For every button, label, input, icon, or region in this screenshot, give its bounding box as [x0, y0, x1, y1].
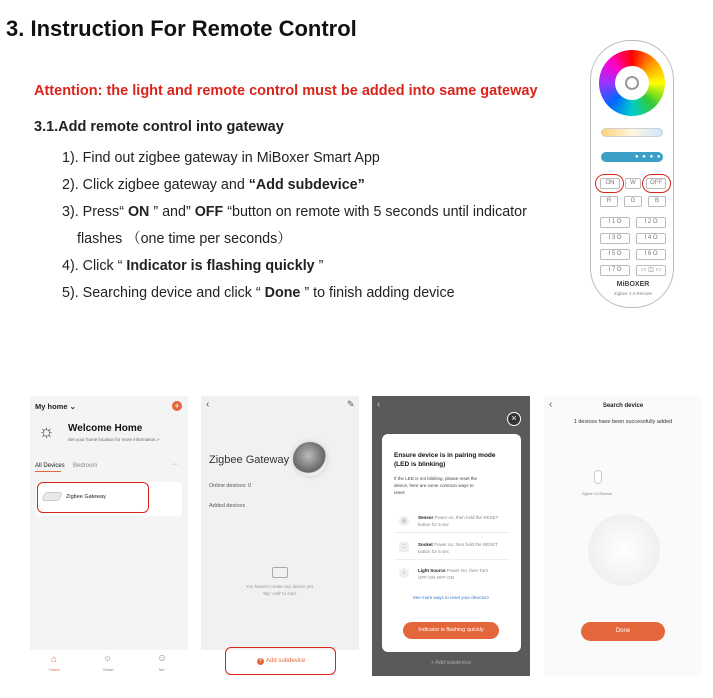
edit-icon[interactable]: ✎ — [347, 399, 355, 409]
success-message: 1 devices have been successfully added — [573, 419, 673, 425]
brand-logo: MiBOXER — [616, 281, 650, 288]
remote-r-button: R — [600, 196, 618, 207]
back-icon[interactable]: ‹ — [206, 399, 210, 410]
empty-text-2: Tap 'Add' to start. — [262, 591, 298, 596]
sensor-info-2: button for 5 sec — [418, 522, 450, 527]
app-screen-gateway — [201, 396, 359, 676]
remote-zone-2: I 2 O — [636, 217, 666, 228]
remote-zone-7: I 7 O — [600, 265, 630, 276]
welcome-subtitle[interactable]: Set your home location for more information > — [68, 437, 160, 442]
back-icon: ‹ — [377, 399, 381, 410]
nav-smart-label: Smart — [103, 667, 114, 672]
add-icon[interactable]: + — [172, 401, 182, 411]
attention-note: Attention: the light and remote control must be added into same gateway — [34, 83, 538, 99]
step-1: 1). Find out zigbee gateway in MiBoxer Smart App — [62, 150, 380, 166]
sun-icon: ☼ — [38, 421, 55, 441]
dialog-heading-1: Ensure device is in pairing mode — [394, 452, 496, 459]
remote-zone-6: I 6 O — [636, 249, 666, 260]
add-subdevice-button[interactable]: Add subdevice — [266, 658, 306, 664]
remote-on-button: ON — [600, 178, 620, 189]
more-icon[interactable]: ··· — [172, 461, 179, 468]
socket-icon: ⁚⁚ — [399, 542, 409, 552]
tab-underline — [35, 471, 61, 472]
sensor-info: Sensor Power on, then hold the RESET — [418, 515, 499, 520]
empty-box-icon — [272, 567, 288, 578]
remote-mode-button: ▭ ◫ ▭ — [636, 265, 666, 276]
dimming-bar: ● ● ● ● ✻ — [601, 152, 663, 162]
device-name: Zigbee Gateway — [66, 494, 107, 500]
dialog-intro-3: reset: — [394, 490, 406, 495]
nav-home-label: Home — [49, 667, 60, 672]
remote-w-button: W — [625, 178, 641, 189]
socket-info: Socket Power on, then hold the RESET — [418, 542, 498, 547]
step-2-highlight: “Add subdevice” — [248, 177, 365, 193]
remote-zone-3: I 3 O — [600, 233, 630, 244]
search-title: Search device — [602, 403, 644, 409]
smart-icon[interactable]: ☼ — [103, 653, 113, 664]
divider — [394, 532, 509, 533]
close-icon[interactable]: × — [507, 412, 521, 426]
nav-me-label: Me — [159, 667, 165, 672]
on-highlight-circle — [595, 174, 624, 193]
socket-info-2: button for 5 sec — [418, 549, 450, 554]
off-highlight-circle — [642, 174, 671, 193]
home-selector[interactable]: My home ⌄ — [35, 402, 76, 411]
wheel-center-icon — [625, 76, 639, 90]
remote-control-illustration — [590, 40, 674, 308]
dialog-intro-1: If the LED is not blinking, please reset the — [394, 476, 478, 481]
sensor-icon: ◎ — [399, 516, 409, 526]
remote-b-button: B — [648, 196, 666, 207]
app-screen-search-device — [544, 396, 702, 676]
remote-zone-5: I 5 O — [600, 249, 630, 260]
gateway-title: Zigbee Gateway — [209, 454, 290, 466]
tab-bedroom[interactable]: Bedroom — [73, 463, 98, 469]
dialog-intro-2: device, here are some common ways to — [394, 483, 474, 488]
highlight-box — [225, 647, 336, 675]
remote-zone-4: I 4 O — [636, 233, 666, 244]
step-5: 5). Searching device and click “ Done ” to finish adding device — [62, 285, 455, 301]
step-3: 3). Press“ ON ” and” OFF “button on remote with 5 seconds until indicator — [62, 204, 527, 220]
color-wheel — [599, 50, 665, 116]
added-devices: Added devices — [209, 503, 246, 509]
tab-all-devices[interactable]: All Devices — [35, 463, 65, 469]
light-info-2: OFF-ON-OFF-ON — [418, 575, 454, 580]
indicator-flashing-button[interactable]: Indicator is flashing quickly — [403, 622, 499, 639]
light-bulb-icon: ♀ — [399, 568, 409, 578]
me-icon[interactable]: ☺ — [157, 653, 168, 664]
empty-text-1: You haven't create any device yet. — [245, 584, 315, 589]
remote-device-icon — [594, 470, 602, 484]
welcome-heading: Welcome Home — [68, 423, 143, 434]
dialog-heading-2: (LED is blinking) — [394, 461, 446, 468]
section-title: 3.1.Add remote control into gateway — [34, 119, 284, 135]
online-devices: Online devices: 0 — [209, 483, 252, 489]
app-screen-home — [30, 396, 188, 676]
divider — [394, 559, 509, 560]
step-4: 4). Click “ Indicator is flashing quickly ” — [62, 258, 324, 274]
app-screen-pairing-dialog — [372, 396, 530, 676]
device-name: Zigbee 3.0 Remote — [582, 492, 612, 496]
remote-zone-1: I 1 O — [600, 217, 630, 228]
remote-off-button: OFF — [646, 178, 666, 189]
step-3-continued: flashes （one time per seconds） — [77, 231, 292, 247]
search-ripple — [588, 514, 660, 586]
home-icon[interactable]: ⌂ — [51, 654, 58, 665]
gateway-image — [293, 442, 327, 476]
color-temperature-bar — [601, 128, 663, 137]
more-reset-ways-link[interactable]: See more ways to reset your devices> — [412, 595, 490, 600]
page-title: 3. Instruction For Remote Control — [6, 16, 357, 41]
light-info: Light Source Power On, then Turn — [418, 568, 489, 573]
remote-model: Zigbee 3.0 Remote — [613, 291, 653, 296]
remote-g-button: G — [624, 196, 642, 207]
add-subdevice-bottom: + Add subdevice — [430, 660, 472, 666]
highlight-box — [37, 482, 149, 513]
back-icon[interactable]: ‹ — [549, 399, 553, 410]
instruction-steps — [62, 145, 582, 307]
step-2: 2). Click zigbee gateway and “Add subdevice” — [62, 177, 365, 193]
done-button[interactable]: Done — [581, 622, 665, 641]
add-circle-icon[interactable]: + — [258, 658, 263, 664]
